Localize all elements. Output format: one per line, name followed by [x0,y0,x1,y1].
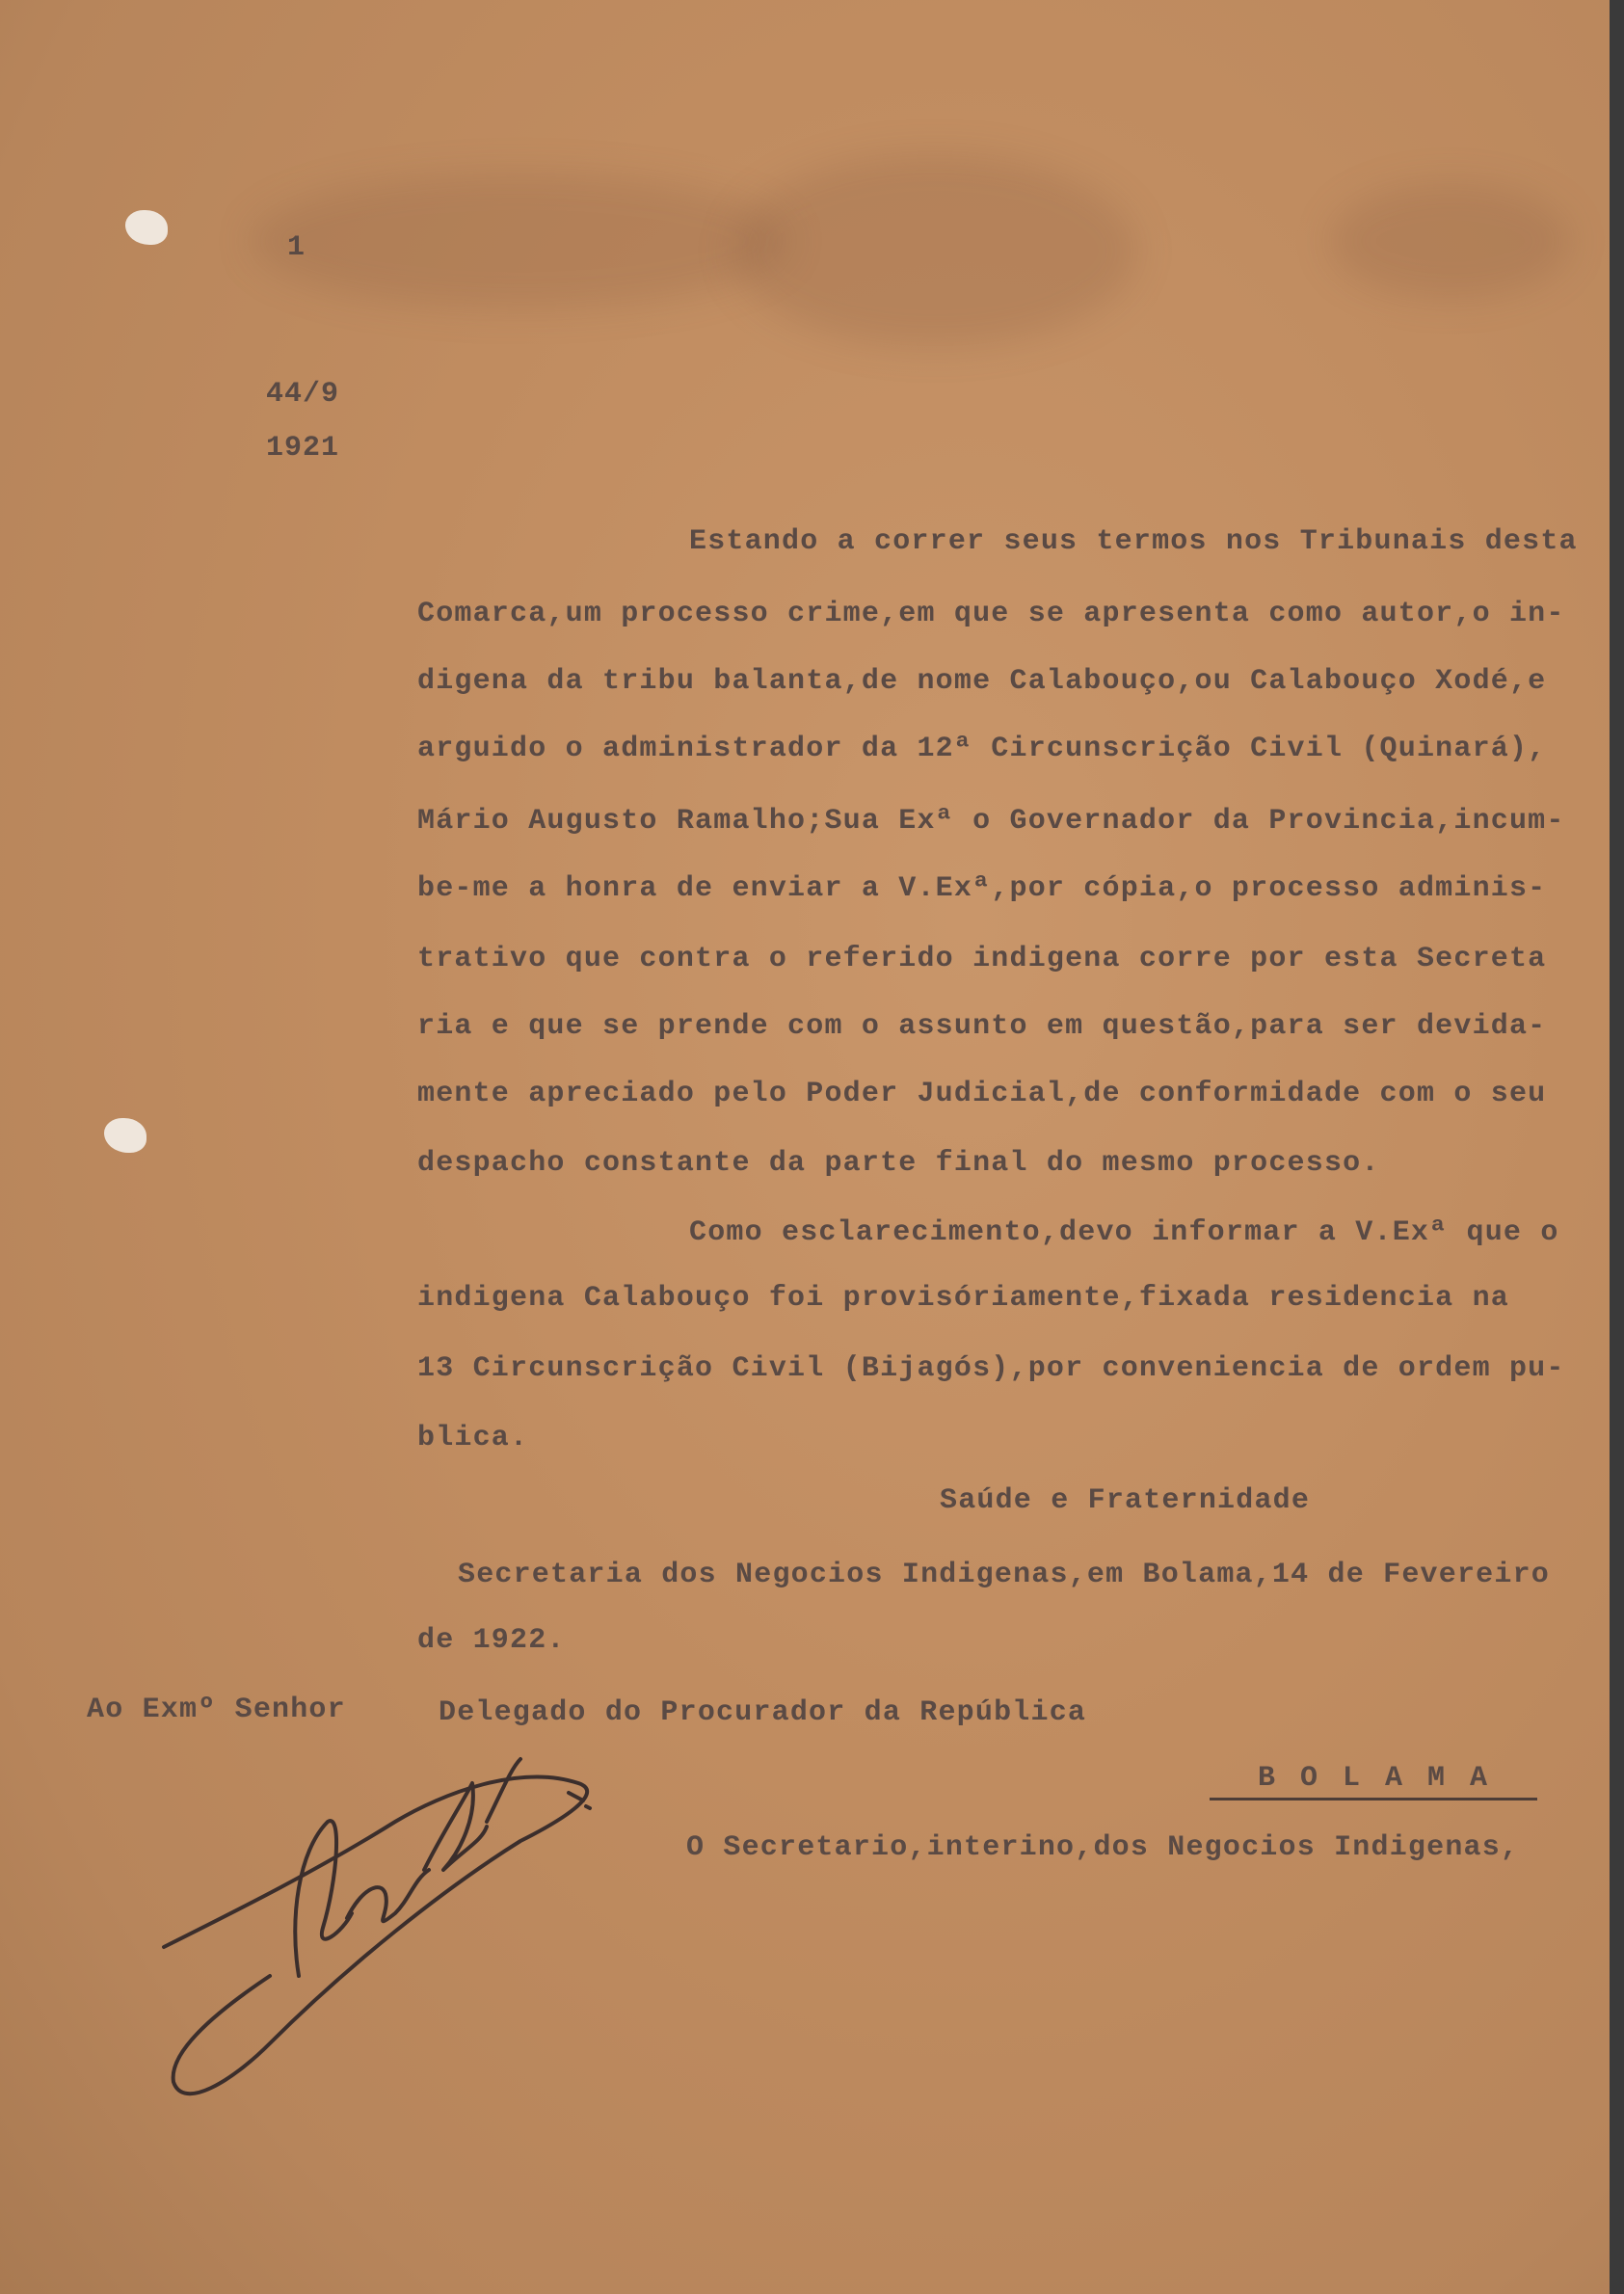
punch-hole [104,1118,146,1153]
addressee-city: B O L A M A [1258,1762,1492,1795]
place-date: de 1922. [417,1624,566,1657]
reference-year: 1921 [266,432,340,465]
body-line: mente apreciado pelo Poder Judicial,de conformidade com o seu [417,1078,1547,1110]
body-line: Comarca,um processo crime,em que se apresenta como autor,o in- [417,598,1565,630]
body-line: indigena Calabouço foi provisóriamente,fixada residencia na [417,1282,1509,1315]
body-line: trativo que contra o referido indigena corre por esta Secreta [417,943,1547,975]
body-line: 13 Circunscrição Civil (Bijagós),por conveniencia de ordem pu- [417,1352,1565,1385]
addressee-title: Delegado do Procurador da República [439,1696,1087,1729]
salutation: Saúde e Fraternidade [940,1484,1311,1517]
body-line: digena da tribu balanta,de nome Calabouço,ou Calabouço Xodé,e [417,665,1547,698]
body-line: be-me a honra de enviar a V.Exª,por cópia,o processo adminis- [417,872,1547,905]
water-stain [732,154,1137,347]
body-line: blica. [417,1422,529,1454]
place-date: Secretaria dos Negocios Indigenas,em Bolama,14 de Fevereiro [458,1559,1550,1591]
addressee-honorific: Ao Exmº Senhor [87,1694,346,1726]
handwritten-signature [154,1725,617,2111]
water-stain [1330,183,1571,299]
city-underline [1210,1798,1537,1801]
body-line: Estando a correr seus termos nos Tribunais desta [689,525,1578,558]
signatory-title: O Secretario,interino,dos Negocios Indigenas, [686,1831,1520,1864]
body-line: Como esclarecimento,devo informar a V.Exª que o [689,1216,1559,1249]
reference-number: 44/9 [266,378,340,411]
body-line: Mário Augusto Ramalho;Sua Exª o Governador da Provincia,incum- [417,805,1565,838]
punch-hole [125,210,168,245]
body-line: despacho constante da parte final do mesmo processo. [417,1147,1380,1180]
water-stain [251,173,790,308]
body-line: arguido o administrador da 12ª Circunscrição Civil (Quinará), [417,733,1547,765]
body-line: ria e que se prende com o assunto em questão,para ser devida- [417,1010,1547,1043]
page-number: 1 [287,231,306,264]
